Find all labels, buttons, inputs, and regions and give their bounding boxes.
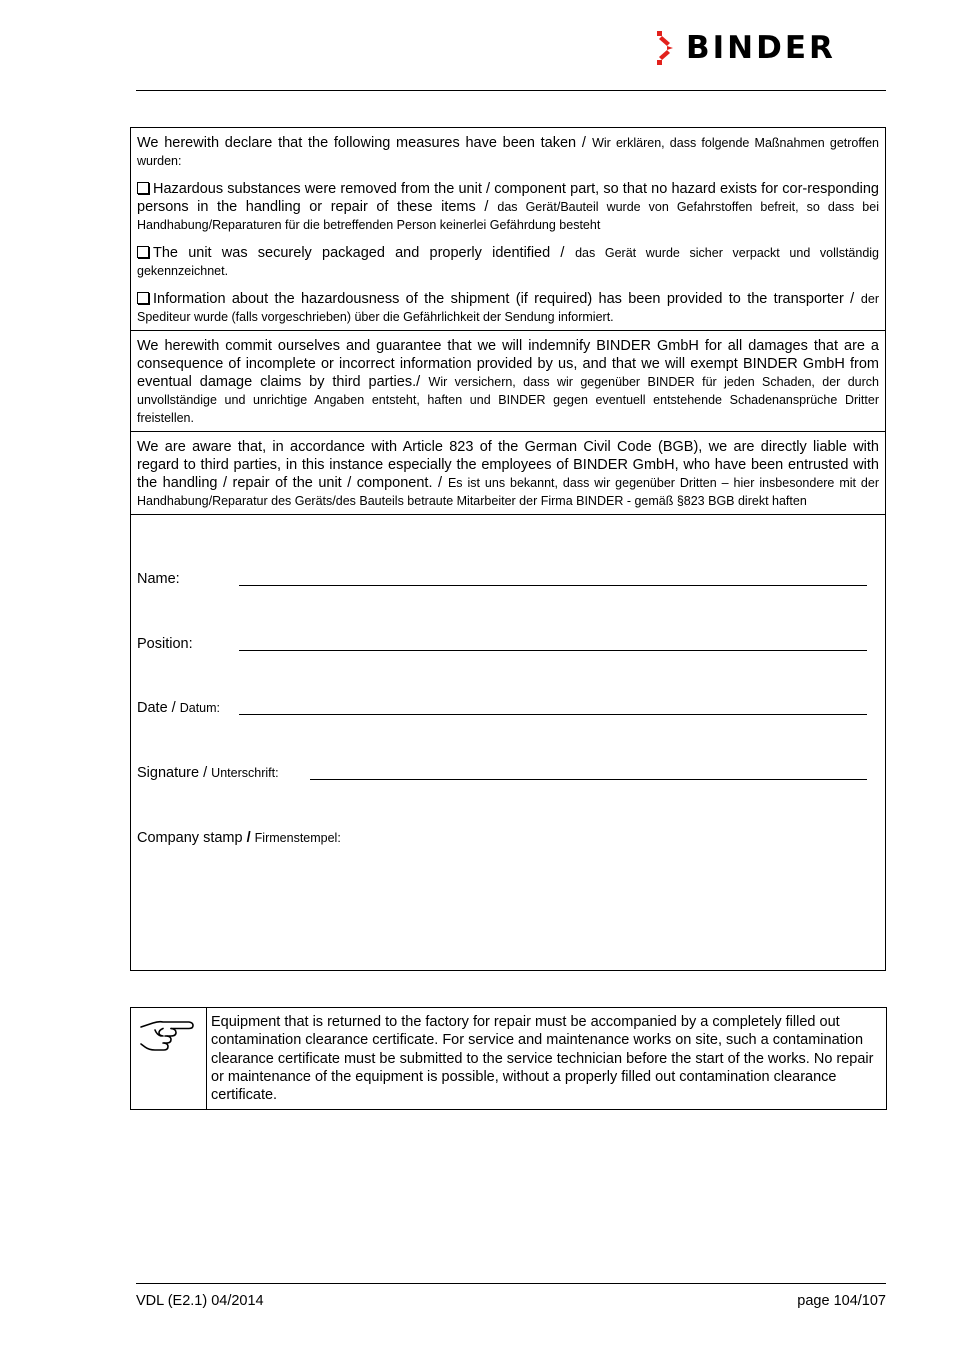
position-label: Position: [137,636,193,652]
signature-label: Signature / Unterschrift: [137,765,279,781]
measure-item: The unit was securely packaged and properly identified / das Gerät wurde sicher verpackt und vollständig gekennzeichnet. [137,245,879,278]
checkbox-icon[interactable] [137,246,149,258]
logo-text: BINDER [686,30,836,66]
page-number: page 104/107 [797,1293,886,1309]
indemnity-section [131,331,885,432]
declaration-table [130,127,886,971]
signature-field[interactable] [310,779,867,780]
footer-divider [136,1283,886,1284]
position-field[interactable] [239,650,867,651]
header-divider [136,90,886,91]
name-label: Name: [137,571,180,587]
date-field[interactable] [239,714,867,715]
footer-version: VDL (E2.1) 04/2014 [136,1293,264,1309]
measures-intro-de: Wir erklären, dass folgende Maßnahmen getroffen wurden: [137,136,880,168]
binder-logo [654,30,836,66]
checkbox-icon[interactable] [137,182,149,194]
measure-item: Hazardous substances were removed from the unit / component part, so that no hazard exists for cor-responding persons in the handling or repair of these items / das Gerät/Bauteil wurde von Gefahrstoffen befreit, so dass bei Handhabung/Reparaturen für die betreffenden Person keinerlei Gefährdung besteht [137,181,879,232]
measures-intro-en: We herewith declare that the following measures have been taken / [137,135,586,151]
measure-item: Information about the hazardousness of the shipment (if required) has been provided to the transporter / der Spediteur wurde (falls vorgeschrieben) über die Gefährlichkeit der Sendung informiert. [137,291,879,324]
commit-text-en: We herewith commit ourselves and guarantee that we will indemnify BINDER GmbH for all damages that are a consequence of incomplete or incorrect information provided by us, and that we will exempt BINDER GmbH from eventual damage claims by third parties./ [137,338,879,390]
company-stamp-area[interactable] [137,855,879,964]
liability-section [131,432,885,515]
pointing-hand-icon [131,1008,207,1109]
commit-text-de: Wir versichern, dass wir gegenüber BINDER für jeden Schaden, der durch unvollständige und unrichtige Angaben entsteht, haften und BINDER gegen eventuell entstehende Schadenansprüche Dritter freistellen. [137,375,879,425]
note-text: Equipment that is returned to the factory for repair must be accompanied by a completely filled out contamination clearance certificate. For service and maintenance works on site, such a contamination clearance certificate must be submitted to the service technician before the start of the works. No repair or maintenance of the equipment is possible, without a properly filled out contamination clearance certificate. [211,1014,874,1104]
binder-logo-mark-icon [654,30,676,66]
name-field[interactable] [239,585,867,586]
signature-section [131,515,885,970]
aware-text-en: We are aware that, in accordance with Article 823 of the German Civil Code (BGB), we are directly liable with regard to third parties, in this instance especially the employees of BINDER GmbH, who have been entrusted with the handling / repair of the unit / component. / [137,439,879,491]
aware-text-de: Es ist uns bekannt, dass wir gegenüber Dritten – hier insbesondere mit der Handhabung/Reparatur des Geräts/des Bauteils betraute Mitarbeiter der Firma BINDER - gemäß §823 BGB direkt haften [137,476,879,508]
date-label: Date / Datum: [137,700,221,716]
checkbox-icon[interactable] [137,292,149,304]
contamination-note [130,1007,887,1110]
company-stamp-label: Company stamp / Firmenstempel: [137,830,341,846]
measures-section [131,128,885,331]
